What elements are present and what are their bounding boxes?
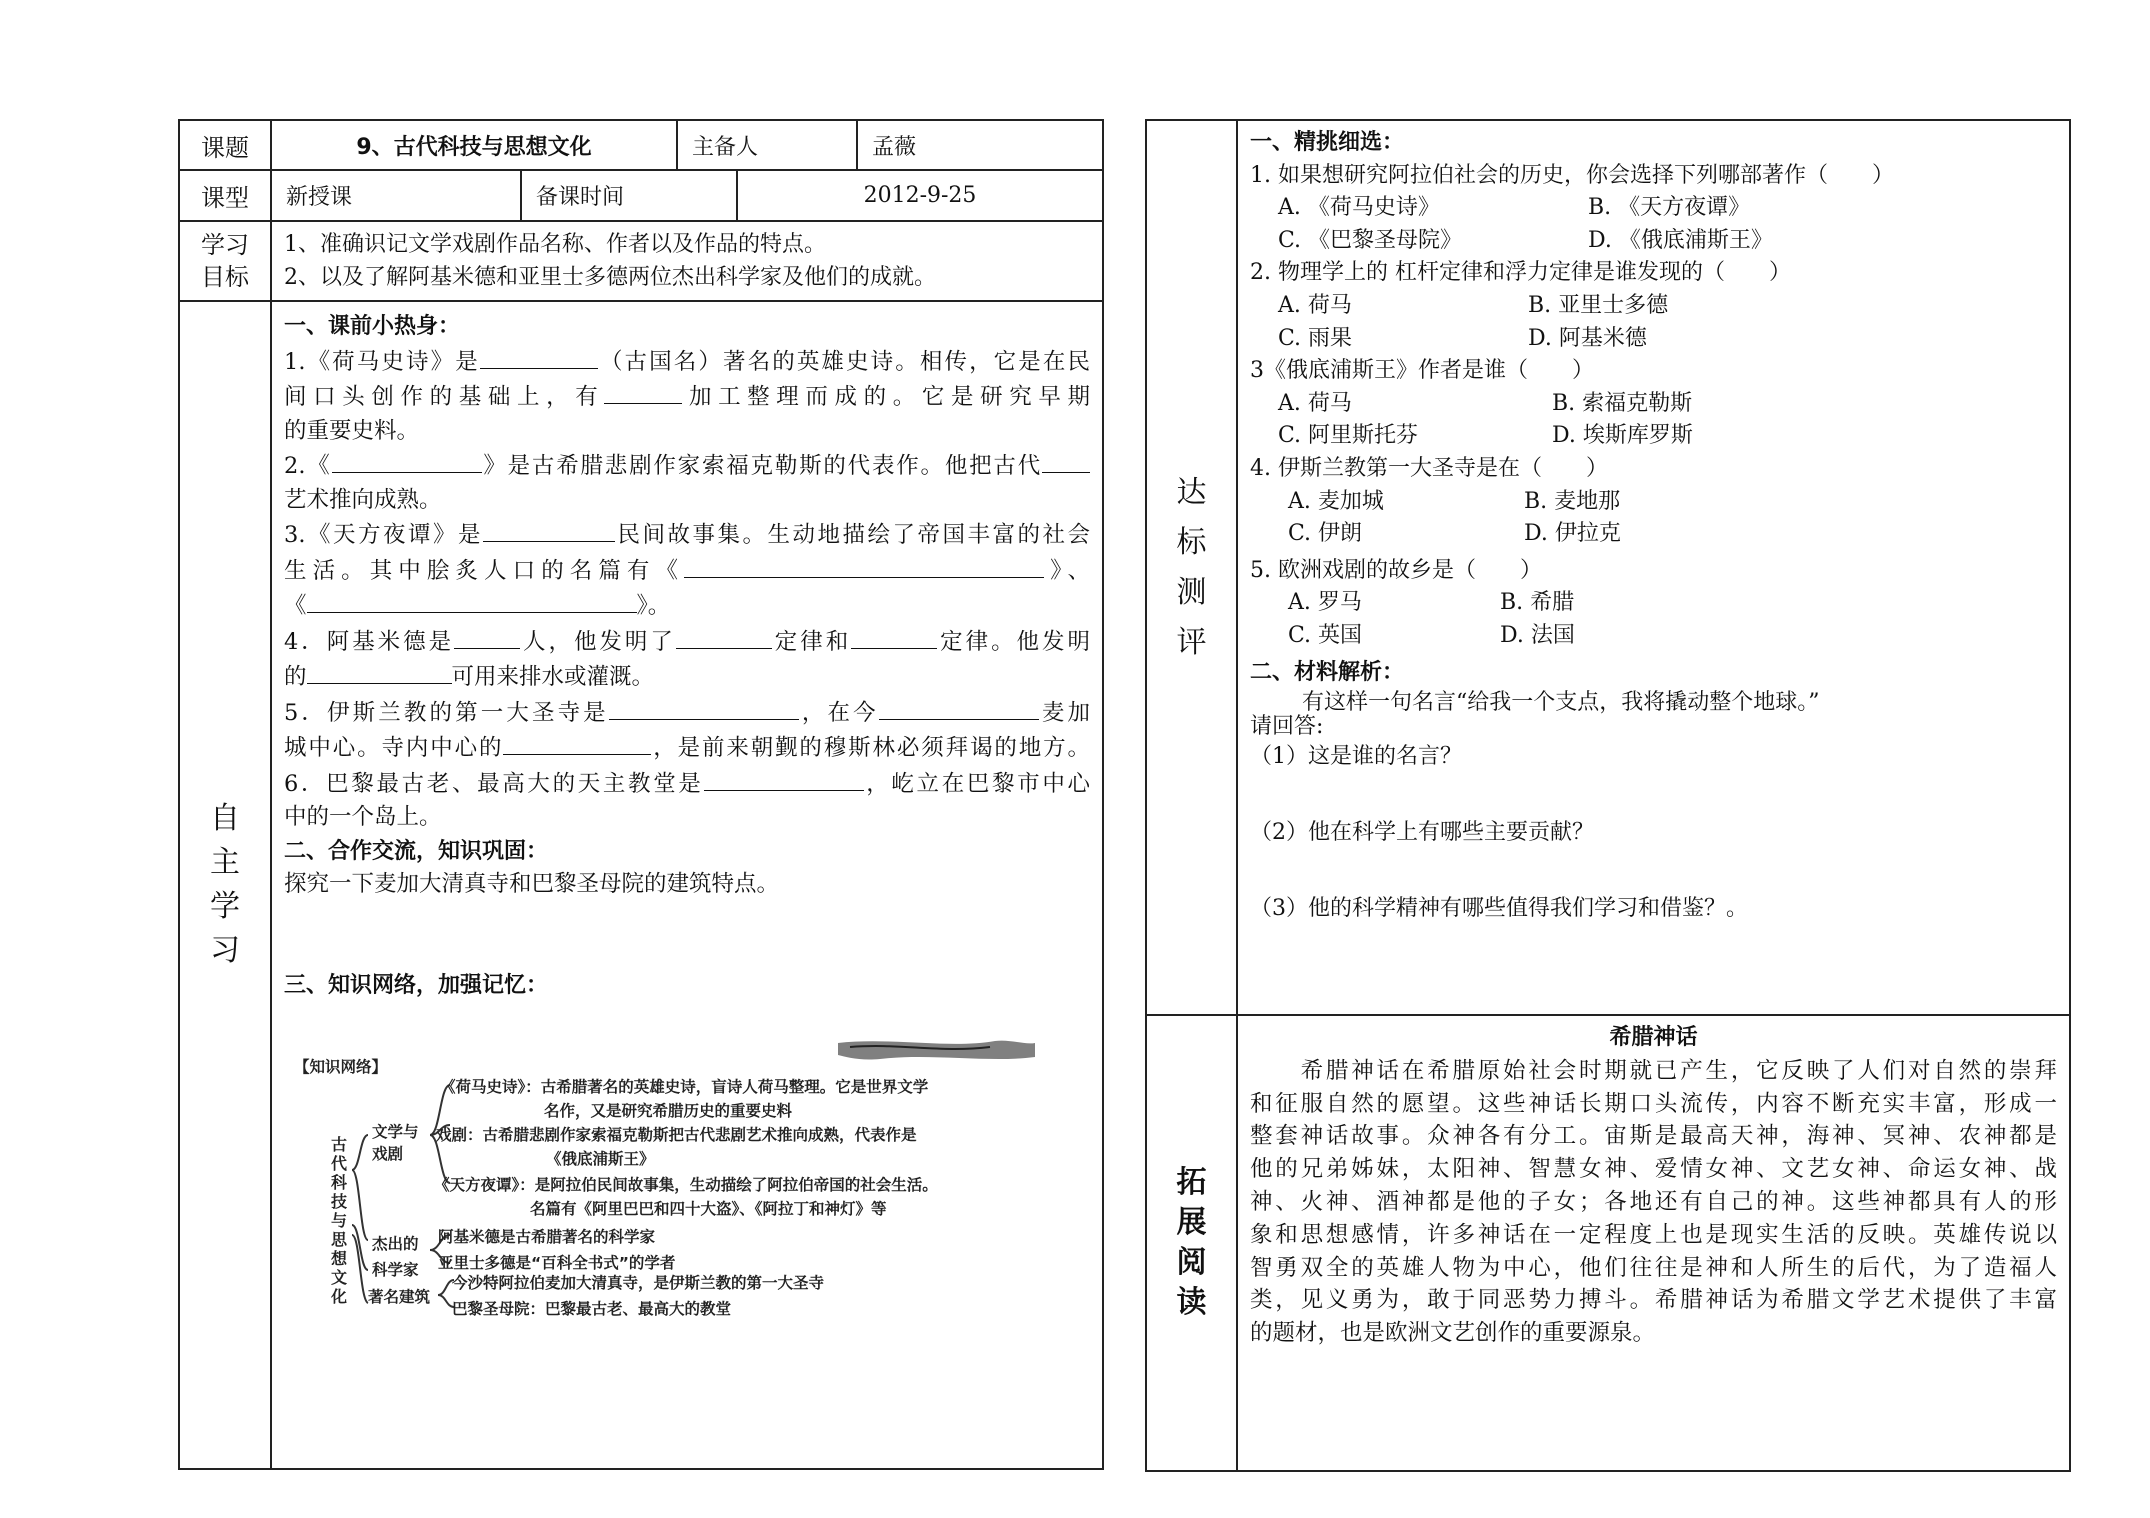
option[interactable]: C. 英国	[1288, 622, 1363, 648]
option[interactable]: D. 阿基米德	[1528, 325, 1647, 351]
option[interactable]: D. 伊拉克	[1524, 521, 1621, 547]
fill-blank[interactable]	[684, 553, 1044, 578]
fill-blank[interactable]	[503, 730, 651, 755]
analysis-quote: 有这样一句名言“给我一个支点，我将撬动整个地球。”	[1302, 690, 1820, 716]
fill-blank[interactable]	[1042, 448, 1090, 473]
analysis-sub2: （2）他在科学上有哪些主要贡献？	[1250, 820, 1594, 846]
self-study-label: 自 主 学 习	[179, 301, 271, 1469]
fill-blank[interactable]	[332, 448, 482, 473]
cooperation-heading: 二、合作交流，知识巩固：	[284, 838, 549, 864]
network-line: 亚里士多德是“百科全书式”的学者	[438, 1254, 676, 1272]
option[interactable]: A. 麦加城	[1288, 488, 1384, 514]
fill-blank[interactable]	[609, 695, 799, 720]
assessment-content	[1237, 120, 2070, 1015]
option[interactable]: B. 亚里士多德	[1528, 292, 1669, 318]
network-line: 名篇有《阿里巴巴和四十大盗》、《阿拉丁和神灯》等	[530, 1200, 887, 1218]
reading-line: 和征服自然的愿望。这些神话长期口头流传，内容不断充实丰富，形成一	[1250, 1090, 2057, 1117]
option[interactable]: D. 《俄底浦斯王》	[1588, 227, 1773, 253]
network-line: 名作，又是研究希腊历史的重要史料	[544, 1102, 793, 1120]
choice-q2: 2. 物理学上的 杠杆定律和浮力定律是谁发现的（ ）	[1250, 260, 1791, 286]
topic-label: 课题	[179, 120, 271, 170]
knowledge-network-figure	[290, 1035, 1040, 1335]
network-line: 阿基米德是古希腊著名的科学家	[438, 1228, 656, 1246]
choice-q4: 4. 伊斯兰教第一大圣寺是在（ ）	[1250, 455, 1608, 481]
network-line: 《俄底浦斯王》	[546, 1150, 655, 1168]
goals-list	[271, 221, 1103, 301]
fill-blank[interactable]	[879, 695, 1039, 720]
option[interactable]: C. 《巴黎圣母院》	[1278, 227, 1463, 253]
self-study-content: 一、课前小热身： 1.《荷马史诗》是 （古国名）著名的英雄史诗。相传，它是在民 间口头创作的基础上，有 加工整理而成的。它是研究早期 的重要史料。 2.《 》是古希腊悲剧作家索福克勒斯的代表作。他把古代 艺术推向成熟。 3.《天方夜谭》是 民间故事集。生动地描绘了帝国丰富的社会 生活。其中脍炙人口的名篇有《 》、 《 》。 4．阿基米德是 人，他发明了 定律和 定律。他发明 的 可用来排水或灌溉。 5．伊斯兰教的第一大圣寺是 ，在今 麦加 城中心。寺内中心的 ，是前来朝觐的穆斯林必须拜谒的地方。 6．巴黎最古老、最高大的天主教堂是 ，屹立在巴黎市中心 中的一个岛上。 二、合作交流，知识巩固： 探究一下麦加大清真寺和巴黎圣母院的建筑特点。 三、知识网络，加强记忆：	[271, 301, 1103, 1469]
option[interactable]: B. 索福克勒斯	[1552, 390, 1693, 416]
analysis-sub1: （1）这是谁的名言？	[1250, 744, 1462, 770]
reading-line: 神、火神、酒神都是他的子女；各地还有自己的神。这些神都具有人的形	[1250, 1188, 2057, 1215]
reading-title: 希腊神话	[1609, 1025, 1698, 1050]
analysis-heading: 二、材料解析：	[1250, 659, 1405, 685]
reading-content	[1237, 1015, 2070, 1471]
warmup-q4: 4．阿基米德是 人，他发明了 定律和 定律。他发明	[284, 624, 1090, 660]
topic-title: 9、古代科技与思想文化	[271, 120, 677, 170]
right-assessment-table	[1145, 119, 2071, 1472]
warmup-q5: 5．伊斯兰教的第一大圣寺是 ，在今 麦加	[284, 695, 1090, 731]
branch-scientists: 杰出的 科学家	[372, 1235, 419, 1279]
warmup-q1: 1.《荷马史诗》是 （古国名）著名的英雄史诗。相传，它是在民	[284, 344, 1090, 380]
option[interactable]: A. 罗马	[1288, 590, 1362, 616]
option[interactable]: B. 希腊	[1500, 590, 1575, 616]
reading-line: 他的兄弟姊妹，太阳神、智慧女神、爱情女神、文艺女神、命运女神、战	[1250, 1156, 2057, 1183]
choice-q5: 5. 欧洲戏剧的故乡是（ ）	[1250, 557, 1542, 583]
reading-line: 的题材，也是欧洲文艺创作的重要源泉。	[1250, 1320, 1656, 1347]
network-root: 古代科技与思想文化	[330, 1135, 347, 1306]
goals-label: 学习 目标	[179, 221, 271, 301]
option[interactable]: D. 法国	[1500, 622, 1575, 648]
type-label: 课型	[179, 170, 271, 221]
branch-architecture: 著名建筑	[368, 1288, 431, 1306]
fill-blank[interactable]	[676, 624, 772, 649]
option[interactable]: A. 《荷马史诗》	[1278, 195, 1440, 221]
network-line: 戏剧：古希腊悲剧作家索福克勒斯把古代悲剧艺术推向成熟，代表作是	[436, 1126, 917, 1144]
warmup-q6: 6．巴黎最古老、最高大的天主教堂是 ，屹立在巴黎市中心	[284, 766, 1090, 802]
reading-line: 象和思想感情，许多神话在一定程度上也是现实生活的反映。英雄传说以	[1250, 1221, 2057, 1248]
fill-blank[interactable]	[307, 659, 452, 684]
preparer-label: 主备人	[677, 120, 857, 170]
warmup-heading: 一、课前小热身：	[284, 314, 461, 339]
option[interactable]: B. 麦地那	[1524, 488, 1621, 514]
fill-blank[interactable]	[454, 624, 520, 649]
cooperation-text: 探究一下麦加大清真寺和巴黎圣母院的建筑特点。	[284, 871, 780, 897]
reading-line: 整套神话故事。众神各有分工。宙斯是最高天神，海神、冥神、农神都是	[1250, 1123, 2057, 1150]
fill-blank[interactable]	[704, 766, 864, 791]
reading-line: 类，见义勇为，敢于同恶势力搏斗。希腊神话为希腊文学艺术提供了丰富	[1250, 1287, 2057, 1314]
branch-literature: 文学与 戏剧	[372, 1123, 419, 1163]
network-line: 今沙特阿拉伯麦加大清真寺，是伊斯兰教的第一大圣寺	[452, 1274, 825, 1292]
prep-time-value: 2012-9-25	[737, 170, 1103, 221]
choice-q3: 3《俄底浦斯王》作者是谁（ ）	[1250, 358, 1594, 384]
network-line: 巴黎圣母院：巴黎最古老、最高大的教堂	[452, 1300, 732, 1318]
option[interactable]: C. 雨果	[1278, 325, 1353, 351]
network-heading: 三、知识网络，加强记忆：	[284, 972, 549, 998]
analysis-sub3: （3）他的科学精神有哪些值得我们学习和借鉴？。	[1250, 896, 1748, 922]
fill-blank[interactable]	[307, 588, 637, 613]
option[interactable]: A. 荷马	[1278, 292, 1352, 318]
type-value: 新授课	[271, 170, 521, 221]
fill-blank[interactable]	[604, 379, 682, 404]
fill-blank[interactable]	[480, 344, 598, 369]
network-line: 《天方夜谭》：是阿拉伯民间故事集，生动描绘了阿拉伯帝国的社会生活。	[434, 1176, 938, 1194]
prep-time-label: 备课时间	[521, 170, 737, 221]
analysis-prompt: 请回答:	[1250, 714, 1324, 740]
option[interactable]: C. 伊朗	[1288, 521, 1363, 547]
goal-item: 1、准确识记文学戏剧作品名称、作者以及作品的特点。	[284, 232, 826, 257]
network-line: 《荷马史诗》：古希腊著名的英雄史诗，盲诗人荷马整理。它是世界文学	[440, 1078, 929, 1096]
choice-q1: 1. 如果想研究阿拉伯社会的历史，你会选择下列哪部著作（ ）	[1250, 162, 1894, 188]
option[interactable]: D. 埃斯库罗斯	[1552, 423, 1693, 449]
fill-blank[interactable]	[851, 624, 937, 649]
option[interactable]: C. 阿里斯托芬	[1278, 423, 1419, 449]
reading-line: 希腊神话在希腊原始社会时期就已产生，它反映了人们对自然的崇拜	[1250, 1057, 2057, 1084]
warmup-q2: 2.《 》是古希腊悲剧作家索福克勒斯的代表作。他把古代	[284, 448, 1090, 484]
reading-label: 拓 展 阅 读	[1146, 1015, 1237, 1471]
goal-item: 2、以及了解阿基米德和亚里士多德两位杰出科学家及他们的成就。	[284, 265, 936, 290]
reading-line: 智勇双全的英雄人物为中心，他们往往是神和人所生的后代，为了造福人	[1250, 1254, 2057, 1281]
fill-blank[interactable]	[483, 517, 615, 542]
option[interactable]: B. 《天方夜谭》	[1588, 195, 1751, 221]
preparer-name: 孟薇	[857, 120, 1103, 170]
choice-heading: 一、精挑细选：	[1250, 130, 1405, 155]
assessment-label: 达 标 测 评	[1146, 120, 1237, 1015]
option[interactable]: A. 荷马	[1278, 390, 1352, 416]
network-tag: 【知识网络】	[294, 1058, 388, 1076]
warmup-q3: 3.《天方夜谭》是 民间故事集。生动地描绘了帝国丰富的社会	[284, 517, 1090, 553]
